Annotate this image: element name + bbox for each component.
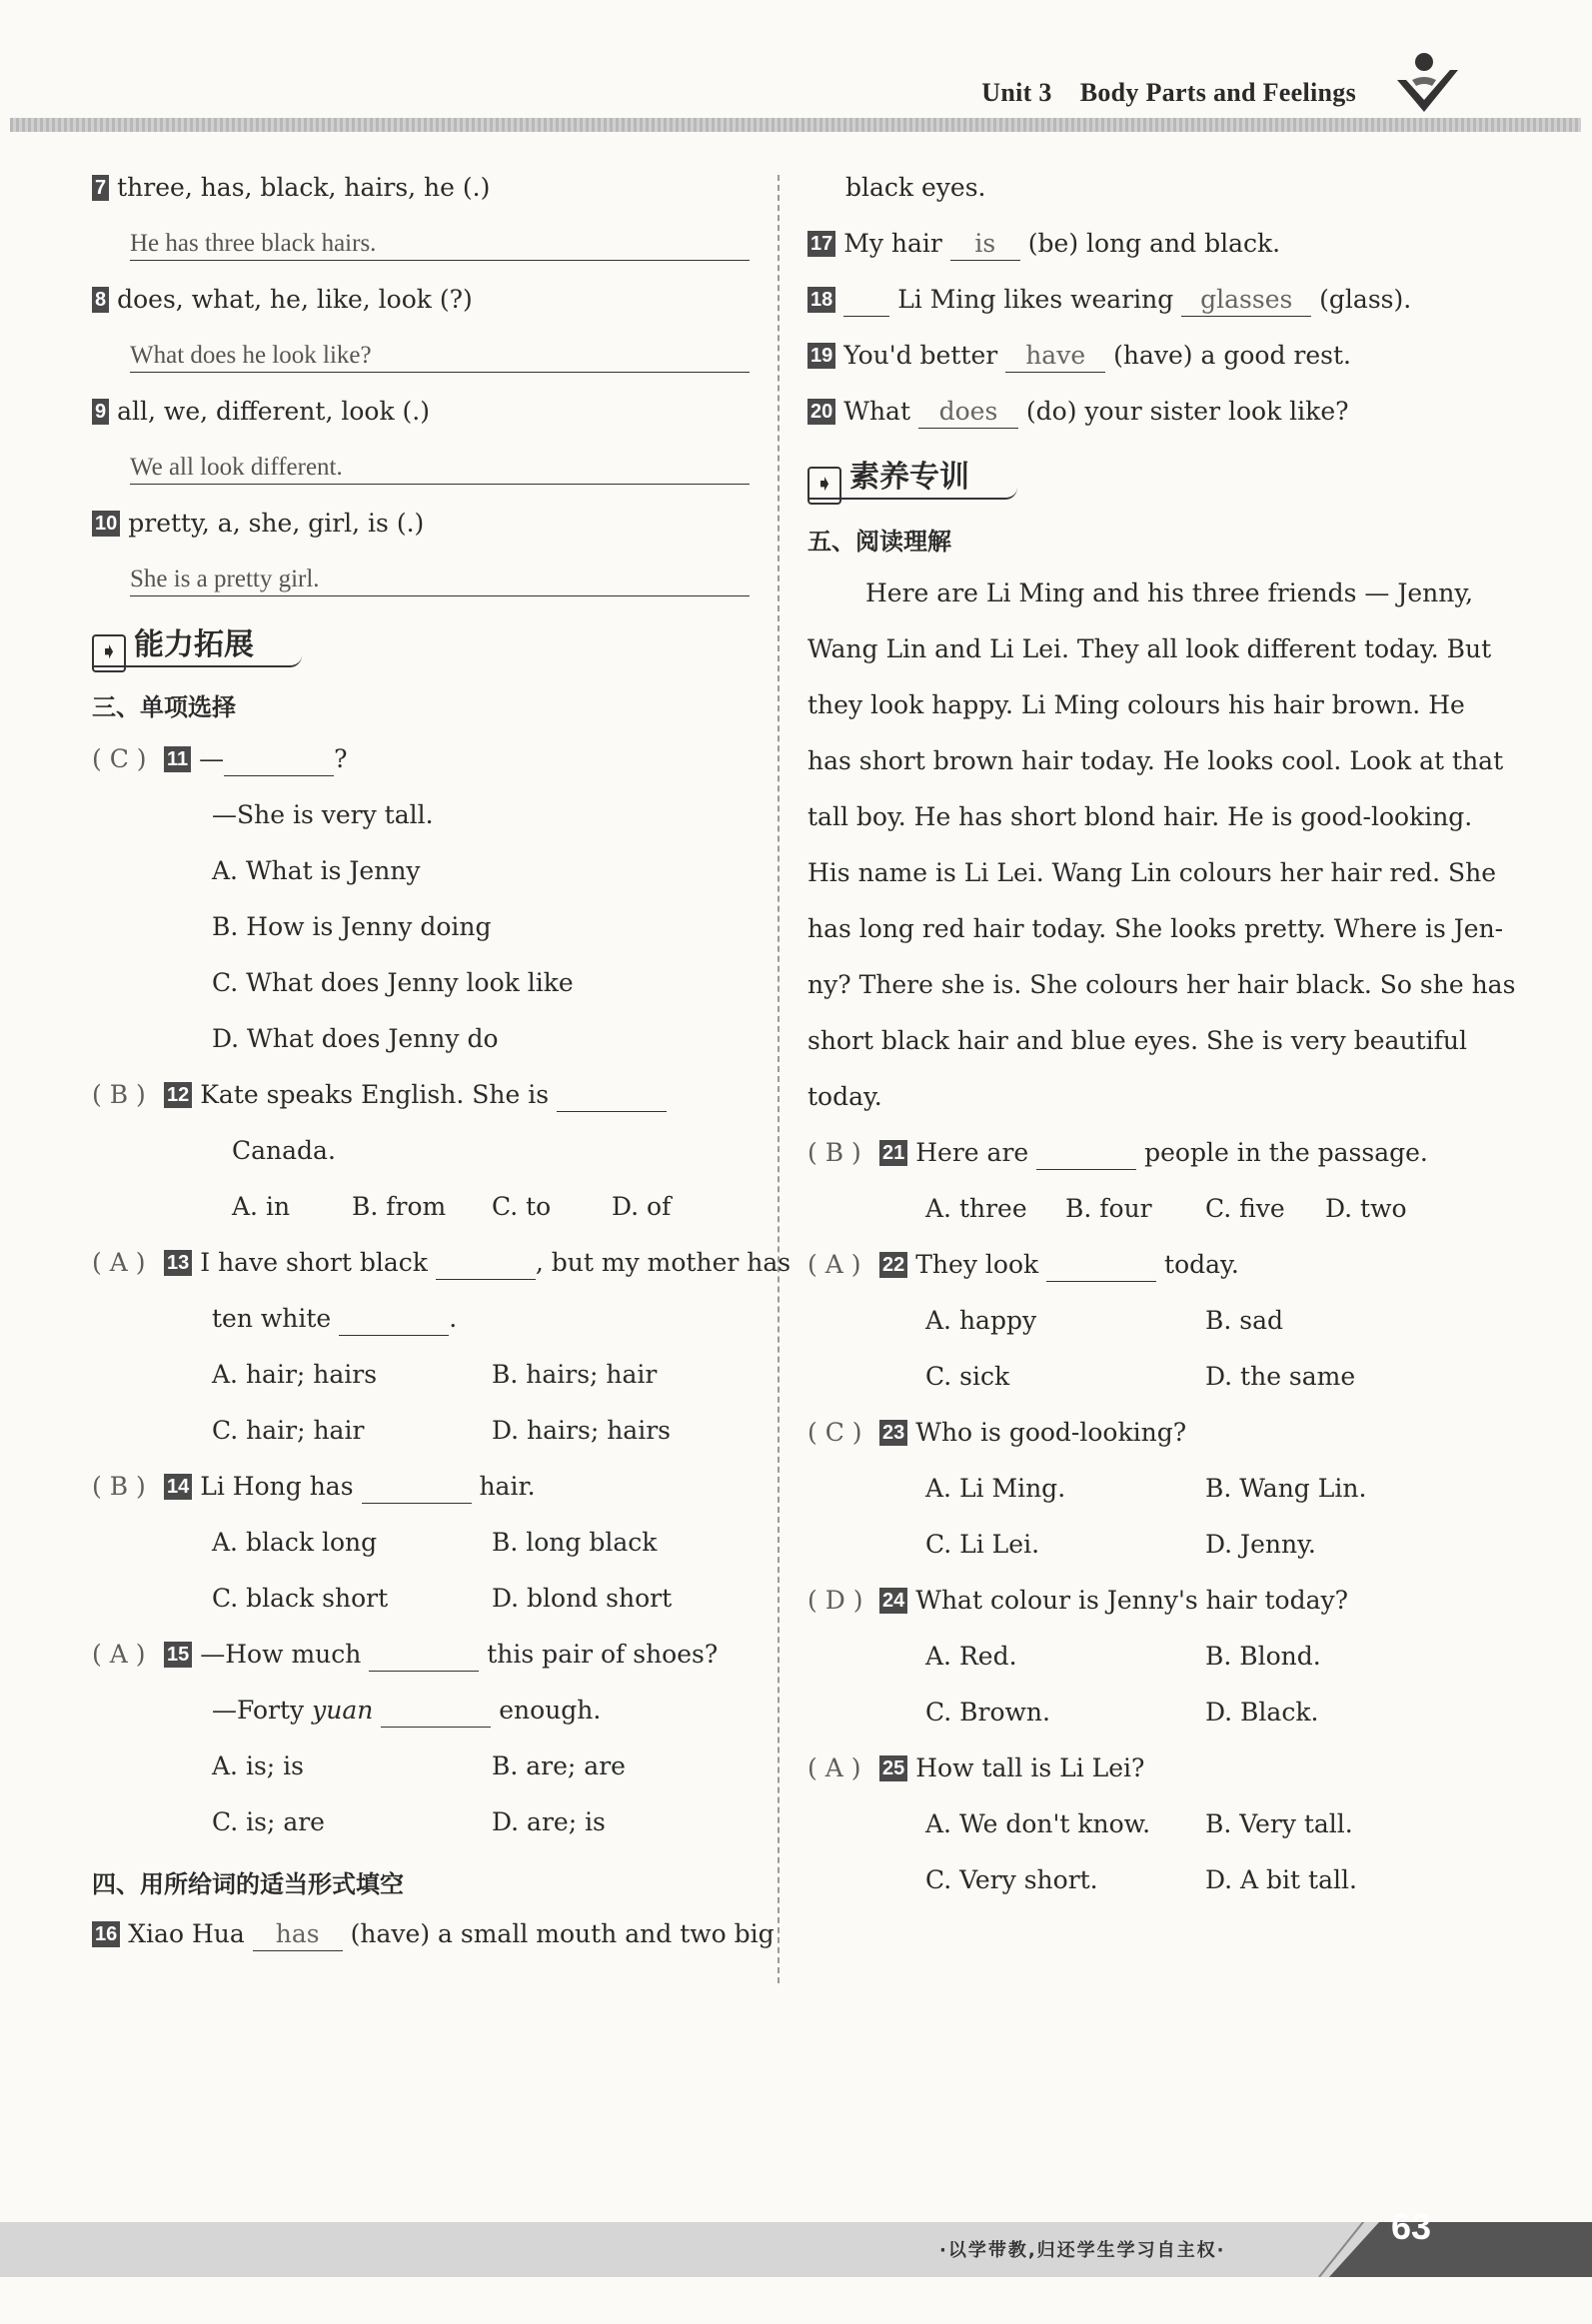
q11-option-b: B. How is Jenny doing [212,912,492,941]
section-heading-4: 四、用所给词的适当形式填空 [92,1870,404,1898]
passage-line: Here are Li Ming and his three friends — Jenny, [865,579,1474,607]
question-21: ( B ) 21 Here are people in the passage. [807,1137,1428,1170]
q21-option-b: B. four [1065,1194,1152,1223]
column-divider [778,175,780,1983]
q25-option-d: D. A bit tall. [1205,1865,1357,1894]
answer-7: He has three black hairs. [130,228,750,261]
question-7: 7 three, has, black, hairs, he (.) [92,172,490,204]
header-rule [10,118,1581,132]
q14-option-b: B. long black [492,1528,658,1557]
question-18: 18 Li Ming likes wearing glasses (glass). [807,284,1411,317]
question-20: 20 What does (do) your sister look like? [807,396,1349,429]
question-8: 8 does, what, he, like, look (?) [92,284,473,316]
q23-option-b: B. Wang Lin. [1205,1474,1367,1503]
q11-option-a: A. What is Jenny [212,856,421,885]
reader-logo-icon [1392,50,1462,122]
answer-8: What does he look like? [130,340,750,373]
passage-line: His name is Li Lei. Wang Lin colours her hair red. She [807,858,1497,887]
q15-option-a: A. is; is [212,1751,304,1780]
q23-option-c: C. Li Lei. [925,1530,1040,1559]
q24-option-d: D. Black. [1205,1698,1319,1727]
q11-option-c: C. What does Jenny look like [212,968,574,997]
section-banner-ability: ➧ 能力拓展 [92,619,254,663]
q25-option-c: C. Very short. [925,1865,1098,1894]
q25-option-b: B. Very tall. [1205,1809,1353,1838]
q22-option-b: B. sad [1205,1306,1284,1335]
q22-option-c: C. sick [925,1362,1010,1391]
arrow-icon: ➧ [807,467,841,505]
section-heading-3: 三、单项选择 [92,693,236,721]
question-11: ( C ) 11 — ? [92,743,348,776]
q24-option-a: A. Red. [925,1642,1017,1671]
section-heading-5: 五、阅读理解 [807,528,951,556]
section-banner-literacy: ➧ 素养专训 [807,452,969,496]
footer-band [0,2222,1592,2277]
question-10: 10 pretty, a, she, girl, is (.) [92,508,424,540]
passage-line: has short brown hair today. He looks cool. Look at that [807,746,1504,775]
question-13: ( A ) 13 I have short black , but my mother has [92,1247,791,1280]
question-22: ( A ) 22 They look today. [807,1249,1239,1282]
passage-line: tall boy. He has short blond hair. He is good-looking. [807,802,1473,831]
running-header: Unit 3 Body Parts and Feelings [981,78,1356,107]
answer-10: She is a pretty girl. [130,564,750,596]
q24-option-c: C. Brown. [925,1698,1050,1727]
q15-option-c: C. is; are [212,1807,325,1836]
q22-option-d: D. the same [1205,1362,1356,1391]
question-19: 19 You'd better have (have) a good rest. [807,340,1351,373]
footer-motto: ·以学带教,归还学生学习自主权· [939,2240,1226,2261]
q15-reply: —Forty yuan enough. [212,1695,601,1728]
q13-option-b: B. hairs; hair [492,1360,658,1389]
q14-option-d: D. blond short [492,1584,673,1613]
q21-option-a: A. three [925,1194,1027,1223]
question-15: ( A ) 15 —How much this pair of shoes? [92,1639,718,1672]
q11-reply: —She is very tall. [212,800,434,829]
q14-option-a: A. black long [212,1528,378,1557]
answer-9: We all look different. [130,452,750,485]
q13-option-a: A. hair; hairs [212,1360,378,1389]
passage-line: they look happy. Li Ming colours his hair brown. He [807,690,1465,719]
q11-option-d: D. What does Jenny do [212,1024,499,1053]
passage-line: Wang Lin and Li Lei. They all look different today. But [807,634,1492,663]
arrow-icon: ➧ [92,634,126,672]
passage-line: short black hair and blue eyes. She is very beautiful [807,1026,1467,1055]
q12-option-b: B. from [352,1192,447,1221]
q22-option-a: A. happy [925,1306,1037,1335]
question-14: ( B ) 14 Li Hong has hair. [92,1471,536,1504]
question-16: 16 Xiao Hua has (have) a small mouth and two big [92,1918,775,1951]
question-9: 9 all, we, different, look (.) [92,396,430,428]
page-number: 63 [1391,2206,1432,2247]
q21-option-d: D. two [1325,1194,1407,1223]
question-23: ( C ) 23 Who is good-looking? [807,1418,1187,1447]
question-25: ( A ) 25 How tall is Li Lei? [807,1753,1145,1782]
q25-option-a: A. We don't know. [925,1809,1151,1838]
passage-line: has long red hair today. She looks pretty. Where is Jen- [807,914,1504,943]
q12-option-d: D. of [612,1192,672,1221]
q16-continuation: black eyes. [845,173,986,202]
passage-line: ny? There she is. She colours her hair black. So she has [807,970,1516,999]
q14-option-c: C. black short [212,1584,389,1613]
q12-option-c: C. to [492,1192,552,1221]
question-12: ( B ) 12 Kate speaks English. She is [92,1079,667,1112]
passage-line: today. [807,1082,882,1111]
q15-option-b: B. are; are [492,1751,626,1780]
q12-option-a: A. in [232,1192,291,1221]
q13-option-d: D. hairs; hairs [492,1416,671,1445]
q23-option-d: D. Jenny. [1205,1530,1316,1559]
q24-option-b: B. Blond. [1205,1642,1321,1671]
q15-option-d: D. are; is [492,1807,606,1836]
q12-continuation: Canada. [232,1136,336,1165]
q13-continuation: ten white . [212,1303,457,1336]
question-17: 17 My hair is (be) long and black. [807,228,1280,261]
q13-option-c: C. hair; hair [212,1416,365,1445]
question-24: ( D ) 24 What colour is Jenny's hair today? [807,1586,1349,1615]
q21-option-c: C. five [1205,1194,1285,1223]
q23-option-a: A. Li Ming. [925,1474,1066,1503]
